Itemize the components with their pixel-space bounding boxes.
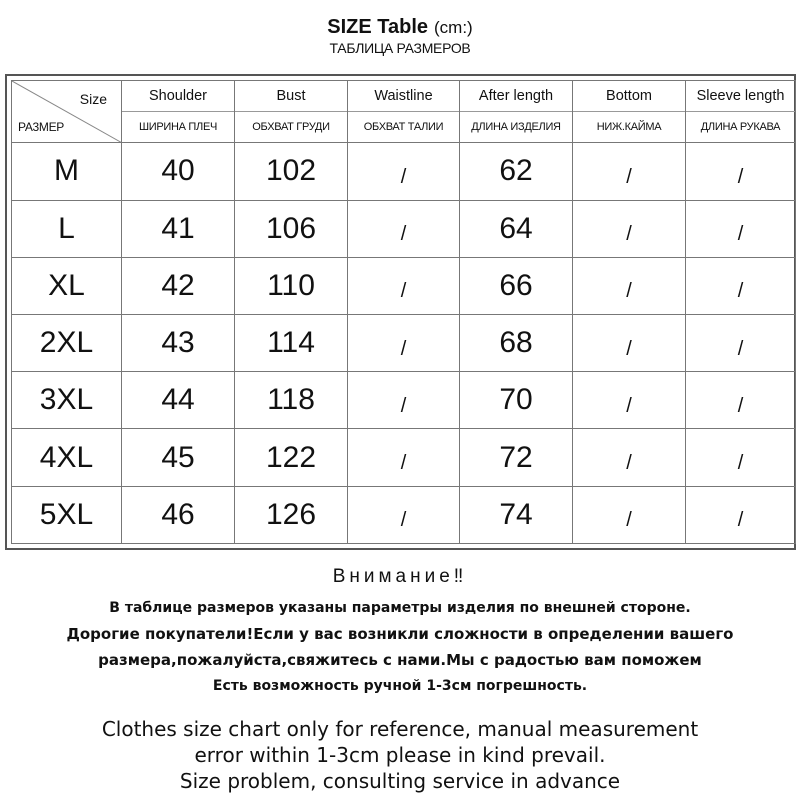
shoulder-value: 43 — [122, 314, 235, 371]
page-subtitle: ТАБЛИЦА РАЗМЕРОВ — [329, 40, 471, 56]
column-label-en: Bust — [235, 81, 347, 112]
length-value: 66 — [460, 257, 573, 314]
size-label: 2XL — [12, 314, 122, 371]
sleeve-value: / — [686, 429, 796, 486]
bust-value: 114 — [235, 314, 348, 371]
ru-note-line: размера,пожалуйста,свяжитесь с нами.Мы с радостью вам поможем — [98, 651, 702, 669]
waistline-value: / — [348, 257, 460, 314]
shoulder-value: 42 — [122, 257, 235, 314]
bust-value: 122 — [235, 429, 348, 486]
ru-note-line: В таблице размеров указаны параметры изделия по внешней стороне. — [109, 600, 691, 616]
length-value: 62 — [460, 143, 573, 200]
bottom-value: / — [573, 200, 686, 257]
size-label: 3XL — [12, 372, 122, 429]
table-header-row — [12, 81, 796, 143]
table-row — [12, 314, 796, 371]
column-header-bust — [235, 81, 348, 143]
column-label-en: Bottom — [573, 81, 685, 112]
column-label-ru: ШИРИНА ПЛЕЧ — [138, 121, 218, 134]
column-label-ru: ОБХВАТ ГРУДИ — [252, 121, 330, 134]
notice-heading: Внимание‼ — [332, 566, 468, 587]
bust-value: 106 — [235, 200, 348, 257]
corner-label-ru: PA3MEP — [18, 120, 64, 135]
shoulder-value: 45 — [122, 429, 235, 486]
title-unit: (cm:) — [434, 18, 473, 37]
en-note-line: Clothes size chart only for reference, manual measurement — [101, 717, 699, 741]
bust-value: 118 — [235, 372, 348, 429]
table-row — [12, 372, 796, 429]
bottom-value: / — [573, 257, 686, 314]
sleeve-value: / — [686, 200, 796, 257]
bust-value: 110 — [235, 257, 348, 314]
shoulder-value: 40 — [122, 143, 235, 200]
corner-header-cell — [12, 81, 122, 143]
column-label-ru: ДЛИНА РУКАВА — [700, 121, 781, 134]
length-value: 72 — [460, 429, 573, 486]
table-row — [12, 486, 796, 543]
shoulder-value: 46 — [122, 486, 235, 543]
column-label-ru: ДЛИНА ИЗДЕЛИЯ — [471, 121, 561, 134]
sleeve-value: / — [686, 486, 796, 543]
page-title — [0, 14, 800, 41]
size-label: L — [12, 200, 122, 257]
corner-label-en: Size — [79, 91, 107, 107]
length-value: 64 — [460, 200, 573, 257]
waistline-value: / — [348, 200, 460, 257]
bottom-value: / — [573, 314, 686, 371]
en-note-line: error within 1-3cm please in kind prevail. — [194, 743, 606, 767]
size-table-frame — [5, 74, 796, 550]
column-header-waistline — [348, 81, 460, 143]
waistline-value: / — [348, 314, 460, 371]
sleeve-value: / — [686, 257, 796, 314]
size-label: 5XL — [12, 486, 122, 543]
column-label-en: Shoulder — [122, 81, 234, 112]
ru-note-line: Есть возможность ручной 1-3см погрешность. — [212, 678, 588, 694]
bottom-value: / — [573, 486, 686, 543]
bottom-value: / — [573, 429, 686, 486]
column-header-sleeve-length — [686, 81, 796, 143]
bust-value: 102 — [235, 143, 348, 200]
shoulder-value: 44 — [122, 372, 235, 429]
column-header-after-length — [460, 81, 573, 143]
russian-notes — [0, 595, 800, 699]
en-note-line: Size problem, consulting service in advance — [179, 769, 621, 793]
length-value: 68 — [460, 314, 573, 371]
column-label-ru: НИЖ.КАЙМА — [596, 121, 662, 134]
table-row — [12, 200, 796, 257]
table-row — [12, 257, 796, 314]
column-label-en: Waistline — [348, 81, 459, 112]
bottom-value: / — [573, 143, 686, 200]
shoulder-value: 41 — [122, 200, 235, 257]
bottom-value: / — [573, 372, 686, 429]
sleeve-value: / — [686, 143, 796, 200]
bust-value: 126 — [235, 486, 348, 543]
size-table — [11, 80, 796, 544]
sleeve-value: / — [686, 372, 796, 429]
column-label-en: After length — [460, 81, 572, 112]
waistline-value: / — [348, 486, 460, 543]
sleeve-value: / — [686, 314, 796, 371]
size-label: XL — [12, 257, 122, 314]
waistline-value: / — [348, 372, 460, 429]
english-notes — [0, 716, 800, 794]
column-header-shoulder — [122, 81, 235, 143]
waistline-value: / — [348, 143, 460, 200]
size-label: M — [12, 143, 122, 200]
table-row — [12, 143, 796, 200]
table-row — [12, 429, 796, 486]
waistline-value: / — [348, 429, 460, 486]
column-header-bottom — [573, 81, 686, 143]
column-label-ru: ОБХВАТ ТАЛИИ — [363, 121, 444, 134]
column-label-en: Sleeve length — [686, 81, 795, 112]
size-label: 4XL — [12, 429, 122, 486]
ru-note-line: Дорогие покупатели!Если у вас возникли сложности в определении вашего — [66, 625, 734, 643]
length-value: 74 — [460, 486, 573, 543]
length-value: 70 — [460, 372, 573, 429]
title-main: SIZE Table — [327, 16, 429, 38]
